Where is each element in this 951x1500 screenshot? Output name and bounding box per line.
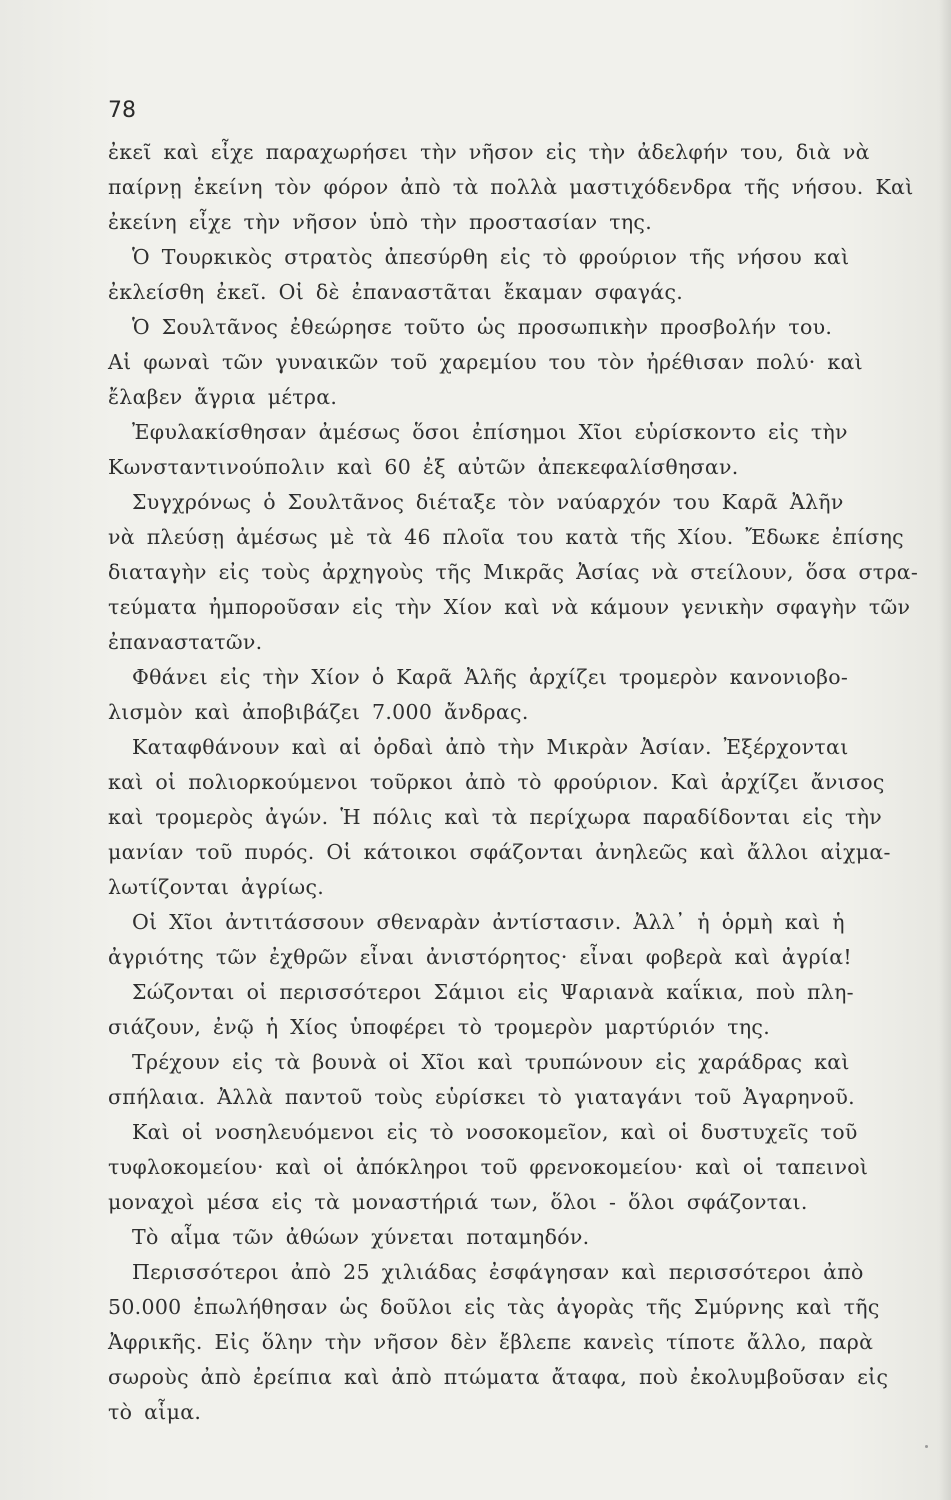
text-line: παίρνῃ ἐκείνη τὸν φόρον ἀπὸ τὰ πολλὰ μαστιχόδενδρα τῆς νήσου. Καὶ — [108, 175, 914, 199]
text-line: λωτίζονται ἀγρίως. — [108, 875, 325, 899]
text-line: Ἀφρικῆς. Εἰς ὅλην τὴν νῆσον δὲν ἔβλεπε κανεὶς τίποτε ἄλλο, παρὰ — [108, 1330, 874, 1354]
text-line: ἐκεῖ καὶ εἶχε παραχωρήσει τὴν νῆσον εἰς τὴν ἀδελφήν του, διὰ νὰ — [108, 140, 870, 164]
text-line: ἐκλείσθη ἐκεῖ. Οἱ δὲ ἐπαναστᾶται ἔκαμαν σφαγάς. — [108, 280, 684, 304]
text-line: σωροὺς ἀπὸ ἐρείπια καὶ ἀπὸ πτώματα ἄταφα, ποὺ ἐκολυμβοῦσαν εἰς — [108, 1365, 889, 1389]
text-line: Καὶ οἱ νοσηλευόμενοι εἰς τὸ νοσοκομεῖον, καὶ οἱ δυστυχεῖς τοῦ — [132, 1120, 858, 1144]
text-line: ἔλαβεν ἄγρια μέτρα. — [108, 385, 338, 409]
text-line: τεύματα ἠμποροῦσαν εἰς τὴν Χίον καὶ νὰ κάμουν γενικὴν σφαγὴν τῶν — [108, 595, 911, 619]
text-line: Ὁ Σουλτᾶνος ἐθεώρησε τοῦτο ὡς προσωπικὴν προσβολήν του. — [132, 315, 833, 339]
text-line: Φθάνει εἰς τὴν Χίον ὁ Καρᾶ Ἀλῆς ἀρχίζει τρομερὸν κανονιοβο- — [132, 665, 849, 689]
text-line: Οἱ Χῖοι ἀντιτάσσουν σθεναρὰν ἀντίστασιν. Ἀλλ᾽ ἡ ὁρμὴ καὶ ἡ — [132, 910, 845, 934]
text-line: Συγχρόνως ὁ Σουλτᾶνος διέταξε τὸν ναύαρχόν του Καρᾶ Ἀλῆν — [132, 490, 844, 514]
text-line: ἐπαναστατῶν. — [108, 630, 263, 654]
text-line: καὶ οἱ πολιορκούμενοι τοῦρκοι ἀπὸ τὸ φρούριον. Καὶ ἀρχίζει ἄνισος — [108, 770, 885, 794]
text-line: μοναχοὶ μέσα εἰς τὰ μοναστήριά των, ὅλοι - ὅλοι σφάζονται. — [108, 1190, 808, 1214]
page-edge-shadow — [939, 0, 951, 1500]
text-line: τυφλοκομείου· καὶ οἱ ἀπόκληροι τοῦ φρενοκομείου· καὶ οἱ ταπεινοὶ — [108, 1155, 869, 1179]
text-line: σιάζουν, ἐνῷ ἡ Χίος ὑποφέρει τὸ τρομερὸν μαρτύριόν της. — [108, 1015, 771, 1039]
text-line: καὶ τρομερὸς ἀγών. Ἡ πόλις καὶ τὰ περίχωρα παραδίδονται εἰς τὴν — [108, 805, 883, 829]
text-line: Τὸ αἷμα τῶν ἀθώων χύνεται ποταμηδόν. — [132, 1225, 590, 1249]
text-line: Αἱ φωναὶ τῶν γυναικῶν τοῦ χαρεμίου του τὸν ἠρέθισαν πολύ· καὶ — [108, 350, 863, 374]
text-line: ἀγριότης τῶν ἐχθρῶν εἶναι ἀνιστόρητος· εἶναι φοβερὰ καὶ ἀγρία! — [108, 945, 852, 969]
text-line: Περισσότεροι ἀπὸ 25 χιλιάδας ἐσφάγησαν καὶ περισσότεροι ἀπὸ — [132, 1260, 864, 1284]
paper-speck — [925, 1445, 928, 1448]
text-line: τὸ αἷμα. — [108, 1400, 202, 1424]
text-line: ἐκείνη εἶχε τὴν νῆσον ὑπὸ τὴν προστασίαν της. — [108, 210, 653, 234]
text-line: Ὁ Τουρκικὸς στρατὸς ἀπεσύρθη εἰς τὸ φρούριον τῆς νήσου καὶ — [132, 245, 850, 269]
text-line: λισμὸν καὶ ἀποβιβάζει 7.000 ἄνδρας. — [108, 700, 529, 724]
page-number: 78 — [108, 98, 136, 123]
text-line: Καταφθάνουν καὶ αἱ ὀρδαὶ ἀπὸ τὴν Μικρὰν Ἀσίαν. Ἐξέρχονται — [132, 735, 849, 759]
text-line: Σώζονται οἱ περισσότεροι Σάμιοι εἰς Ψαριανὰ καΐκια, ποὺ πλη- — [132, 980, 854, 1004]
text-line: νὰ πλεύσῃ ἀμέσως μὲ τὰ 46 πλοῖα του κατὰ τῆς Χίου. Ἔδωκε ἐπίσης — [108, 525, 904, 549]
text-line: διαταγὴν εἰς τοὺς ἀρχηγοὺς τῆς Μικρᾶς Ἀσίας νὰ στείλουν, ὅσα στρα- — [108, 560, 919, 584]
text-line: 50.000 ἐπωλήθησαν ὡς δοῦλοι εἰς τὰς ἀγορὰς τῆς Σμύρνης καὶ τῆς — [108, 1295, 880, 1319]
text-line: μανίαν τοῦ πυρός. Οἱ κάτοικοι σφάζονται ἀνηλεῶς καὶ ἄλλοι αἰχμα- — [108, 840, 891, 864]
text-line: σπήλαια. Ἀλλὰ παντοῦ τοὺς εὑρίσκει τὸ γιαταγάνι τοῦ Ἀγαρηνοῦ. — [108, 1085, 855, 1109]
text-line: Κωνσταντινούπολιν καὶ 60 ἐξ αὐτῶν ἀπεκεφαλίσθησαν. — [108, 455, 739, 479]
text-line: Τρέχουν εἰς τὰ βουνὰ οἱ Χῖοι καὶ τρυπώνουν εἰς χαράδρας καὶ — [132, 1050, 850, 1074]
text-line: Ἐφυλακίσθησαν ἀμέσως ὅσοι ἐπίσημοι Χῖοι εὑρίσκοντο εἰς τὴν — [132, 420, 848, 444]
